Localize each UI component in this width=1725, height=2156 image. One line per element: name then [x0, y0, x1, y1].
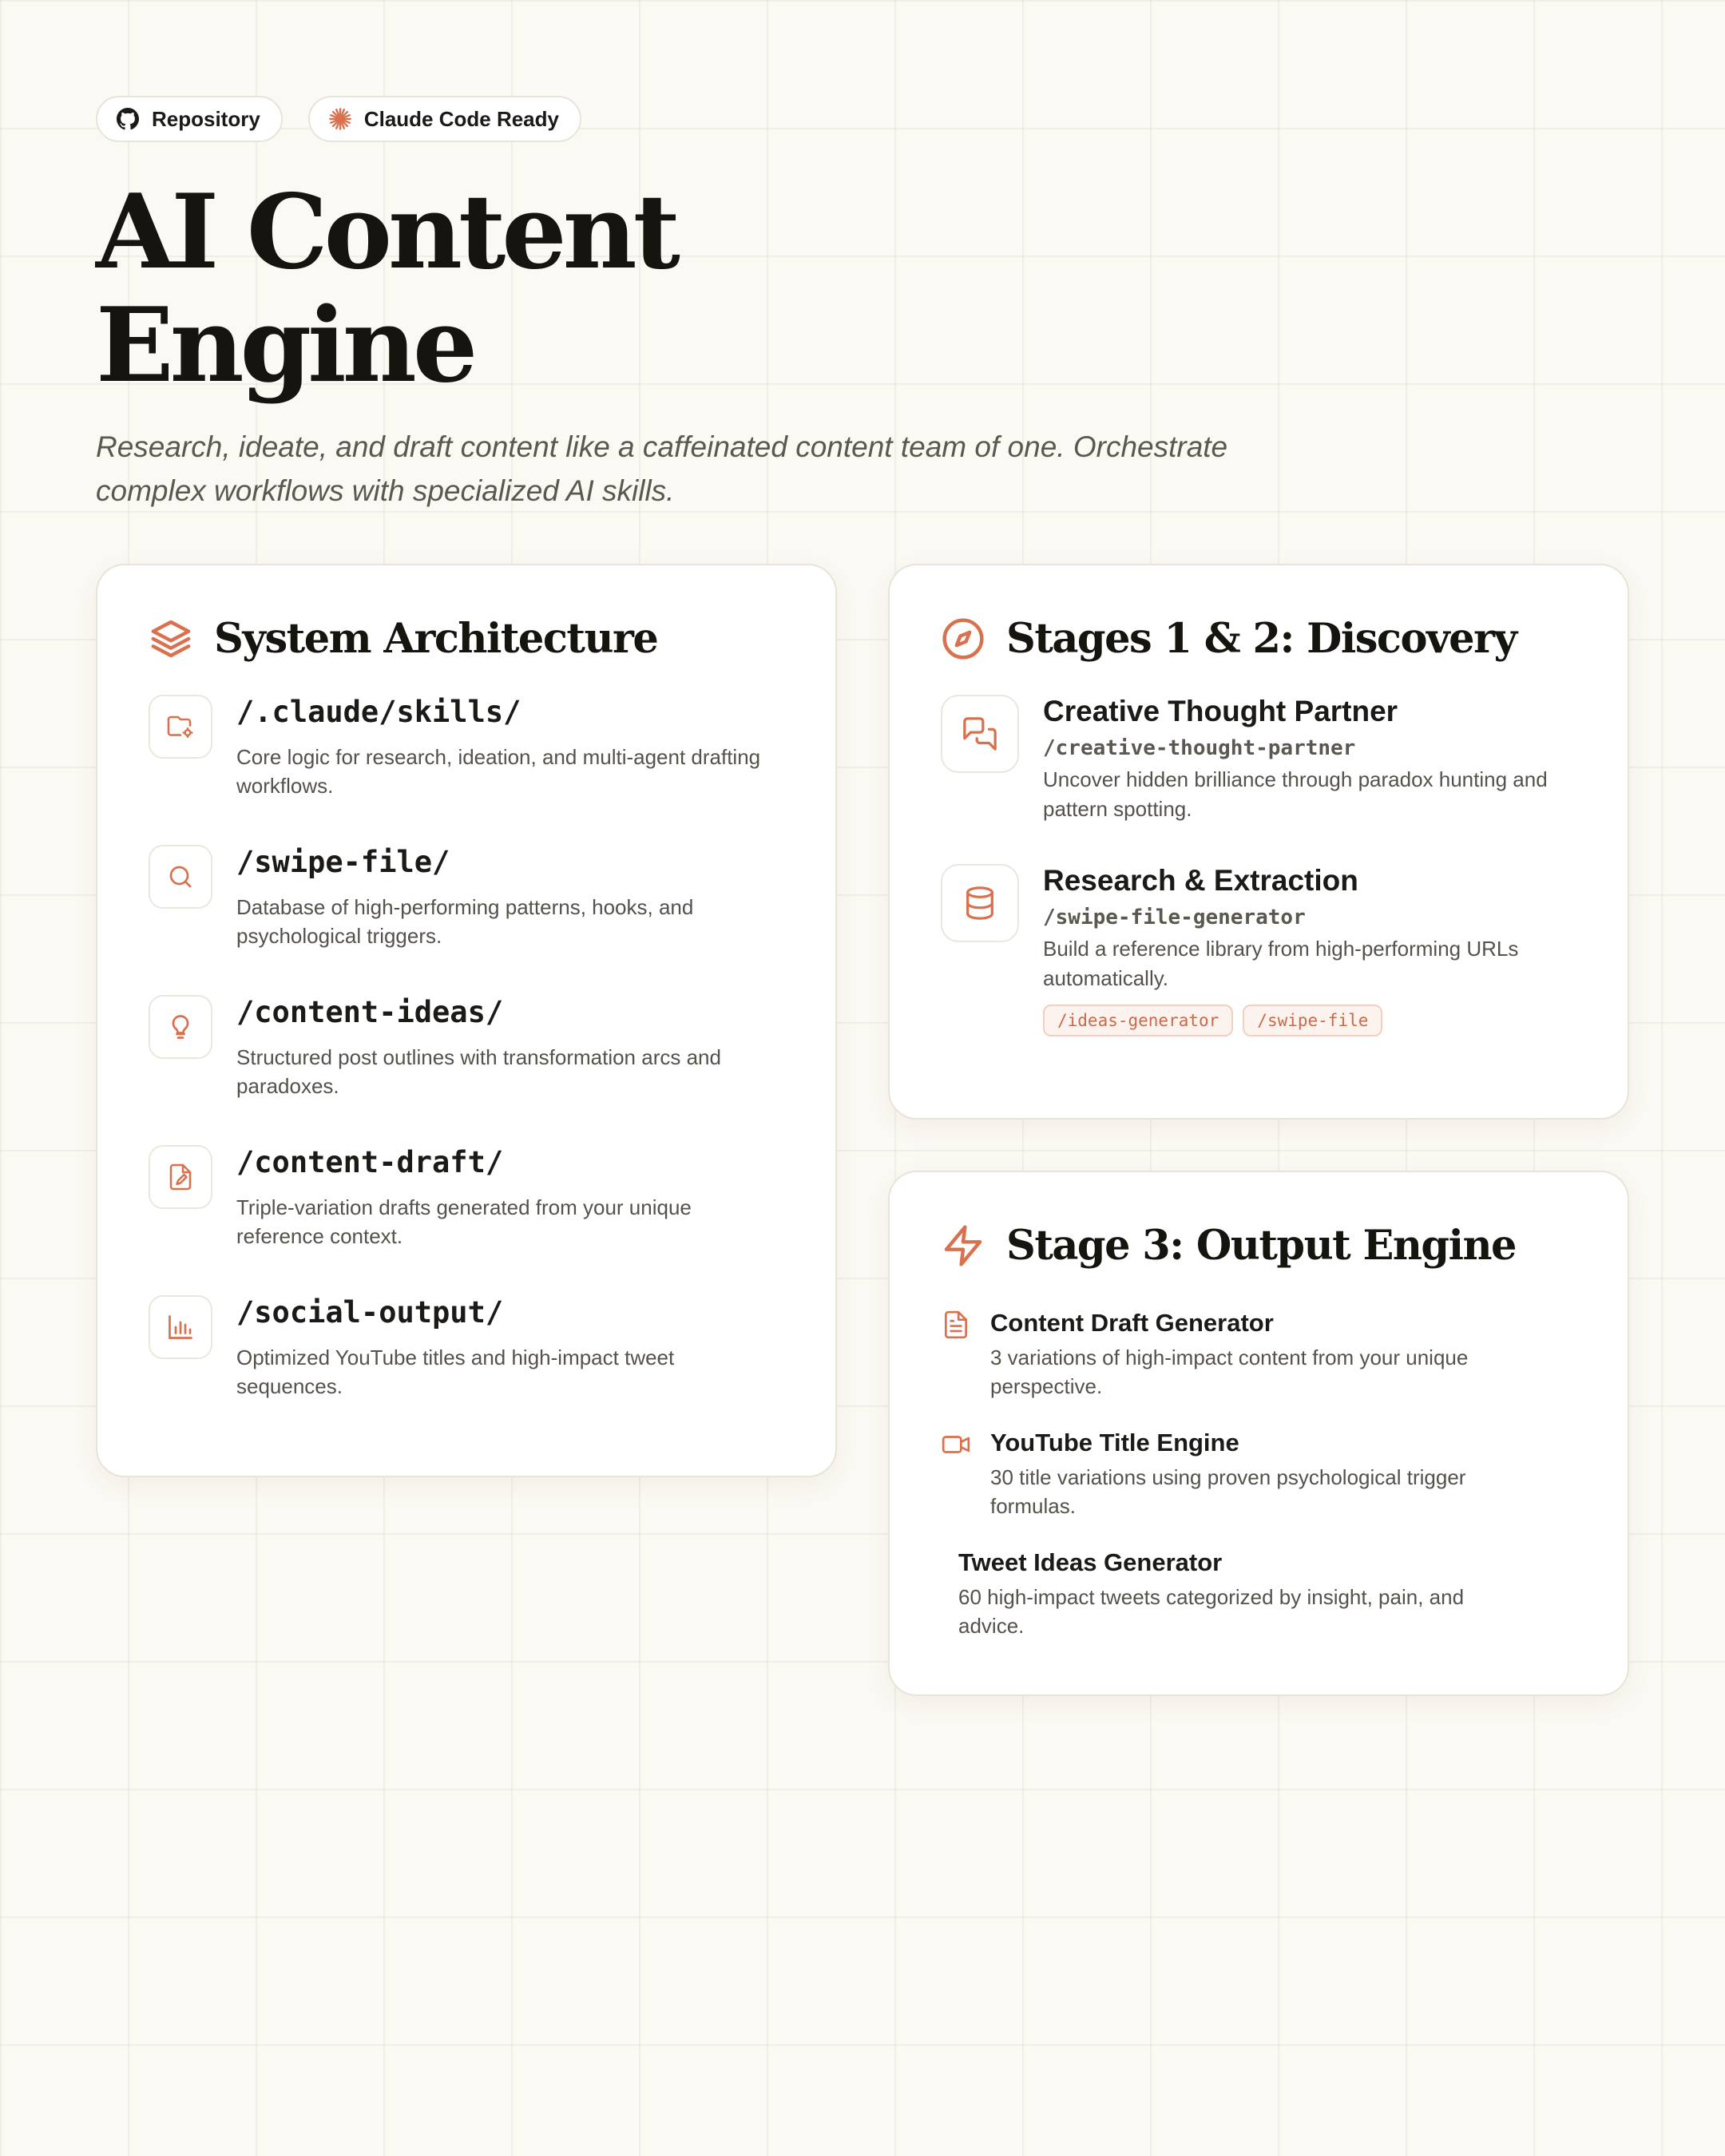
output-item-desc: 3 variations of high-impact content from your unique perspective.: [990, 1346, 1469, 1398]
chat-bubbles-icon: [941, 695, 1019, 773]
output-item-name: Tweet Ideas Generator: [958, 1548, 1223, 1576]
title-line-1: AI Content: [96, 172, 676, 292]
database-icon: [941, 864, 1019, 942]
repository-label: Repository: [152, 106, 260, 131]
output-item-tweet-ideas[interactable]: [941, 1548, 1578, 1640]
file-pen-icon: [149, 1145, 212, 1209]
hero: [96, 96, 1629, 513]
arch-item-name: /social-output/: [236, 1295, 504, 1330]
output-item-desc: 60 high-impact tweets categorized by insight, pain, and advice.: [958, 1585, 1465, 1638]
discovery-item-name: Creative Thought Partner: [1043, 695, 1398, 727]
tag-swipe-file[interactable]: /swipe-file: [1243, 1005, 1382, 1036]
discovery-item-thought-partner[interactable]: [941, 695, 1578, 824]
arch-item-desc: Triple-variation drafts generated from your unique reference context.: [236, 1195, 692, 1248]
architecture-list: [149, 695, 786, 1401]
discovery-item-desc: Uncover hidden brilliance through paradox hunting and pattern spotting.: [1043, 767, 1548, 821]
folder-cog-icon: [149, 695, 212, 759]
command-tags: [1043, 1005, 1570, 1036]
arch-item-content-ideas[interactable]: [149, 995, 786, 1100]
output-item-name: YouTube Title Engine: [990, 1429, 1239, 1456]
architecture-header: [149, 615, 786, 663]
claude-code-label: Claude Code Ready: [363, 106, 559, 131]
arch-item-swipe-file[interactable]: [149, 845, 786, 950]
page-subtitle: Research, ideate, and draft content like a caffeinated content team of one. Orchestrate complex workflows with specialized AI skills.: [96, 430, 1228, 507]
output-item-name: Content Draft Generator: [990, 1309, 1274, 1337]
discovery-item-command: /creative-thought-partner: [1043, 736, 1356, 760]
video-icon: [941, 1428, 971, 1520]
arch-item-desc: Optimized YouTube titles and high-impact tweet sequences.: [236, 1346, 675, 1398]
bar-chart-icon: [149, 1295, 212, 1359]
output-item-desc: 30 title variations using proven psychological trigger formulas.: [990, 1465, 1466, 1518]
output-header: [941, 1222, 1578, 1270]
discovery-item-research[interactable]: [941, 864, 1578, 1036]
output-item-draft-generator[interactable]: [941, 1308, 1578, 1401]
lightbulb-icon: [149, 995, 212, 1059]
arch-item-desc: Structured post outlines with transformation arcs and paradoxes.: [236, 1045, 721, 1098]
output-engine-card: [888, 1171, 1629, 1696]
claude-asterisk-icon: [327, 106, 353, 132]
discovery-header: [941, 615, 1578, 663]
claude-code-badge[interactable]: [308, 96, 581, 142]
discovery-item-command: /swipe-file-generator: [1043, 906, 1306, 929]
arch-item-name: /content-draft/: [236, 1145, 504, 1179]
discovery-title: Stages 1 & 2: Discovery: [1006, 615, 1517, 663]
arch-item-name: /.claude/skills/: [236, 695, 521, 729]
compass-icon: [941, 616, 985, 661]
arch-item-desc: Database of high-performing patterns, hooks, and psychological triggers.: [236, 895, 694, 948]
output-list: [941, 1308, 1578, 1640]
discovery-item-desc: Build a reference library from high-performing URLs automatically.: [1043, 937, 1519, 990]
tag-ideas-generator[interactable]: /ideas-generator: [1043, 1005, 1233, 1036]
github-icon: [115, 106, 141, 132]
repository-badge[interactable]: [96, 96, 283, 142]
discovery-list: [941, 695, 1578, 1036]
badge-row: [96, 96, 1629, 142]
lightning-icon: [941, 1223, 985, 1268]
arch-item-name: /swipe-file/: [236, 845, 450, 879]
output-item-youtube-title[interactable]: [941, 1428, 1578, 1520]
arch-item-skills[interactable]: [149, 695, 786, 800]
arch-item-social-output[interactable]: [149, 1295, 786, 1401]
arch-item-content-draft[interactable]: [149, 1145, 786, 1250]
arch-item-desc: Core logic for research, ideation, and multi-agent drafting workflows.: [236, 745, 761, 798]
output-title: Stage 3: Output Engine: [1006, 1222, 1516, 1270]
discovery-item-name: Research & Extraction: [1043, 864, 1358, 897]
architecture-card: [96, 564, 837, 1477]
arch-item-name: /content-ideas/: [236, 995, 504, 1029]
architecture-title: System Architecture: [214, 615, 658, 663]
document-icon: [941, 1308, 971, 1401]
title-line-2: Engine: [96, 286, 474, 406]
page-title: [96, 172, 1629, 406]
layers-icon: [149, 616, 193, 661]
discovery-card: [888, 564, 1629, 1120]
search-icon: [149, 845, 212, 909]
